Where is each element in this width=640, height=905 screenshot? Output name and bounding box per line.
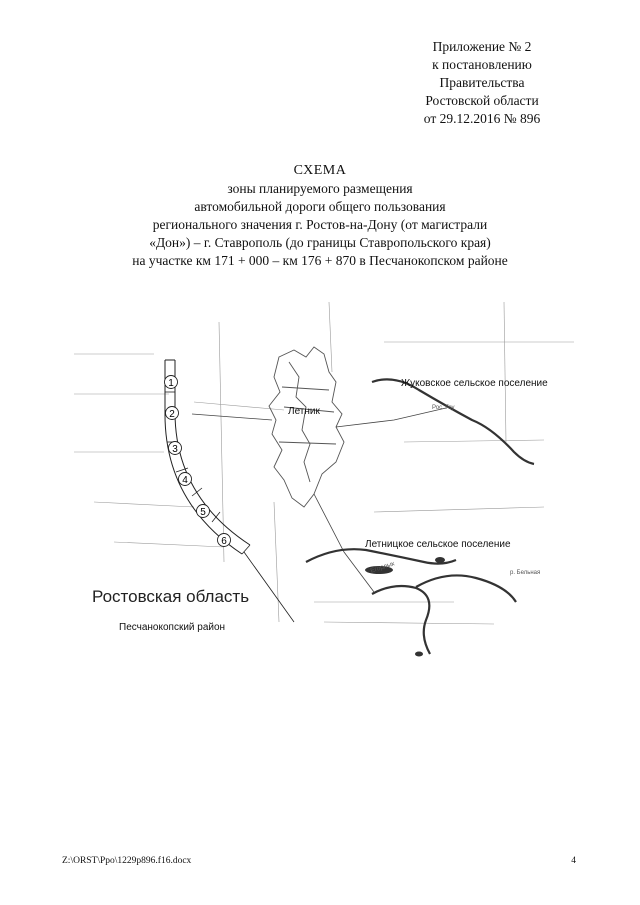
map-label-river-top: Рос. Гоу (432, 405, 455, 411)
section-marker-6-label: 6 (221, 536, 227, 547)
letnik-village (269, 347, 344, 507)
map-label-river-right: р. Бельная (510, 570, 541, 576)
map-label-letnitskoe: Летницкое сельское поселение (365, 539, 511, 550)
rivers (306, 379, 534, 654)
section-marker-1 (165, 376, 178, 390)
annex-date: от 29.12.2016 № 896 (423, 111, 541, 126)
title-line-1: зоны планируемого размещения (227, 181, 413, 196)
footer-file-path: Z:\ORST\Ppo\1229p896.f16.docx (62, 856, 192, 866)
annex-government: Правительства (439, 75, 525, 90)
section-marker-2 (166, 407, 179, 421)
title-line-2: автомобильной дороги общего пользования (194, 199, 446, 214)
title-line-4: «Дон») – г. Ставрополь (до границы Ставропольского края) (149, 235, 491, 250)
document-title (60, 162, 580, 270)
field-boundaries (74, 302, 574, 624)
section-marker-3-label: 3 (172, 444, 178, 455)
section-marker-3 (169, 442, 182, 456)
annex-region: Ростовской области (425, 93, 539, 108)
section-marker-4-label: 4 (182, 475, 188, 486)
section-marker-5 (197, 505, 210, 519)
section-marker-6 (218, 534, 231, 548)
map-label-region: Ростовская область (92, 587, 250, 606)
scheme-map (74, 302, 574, 682)
map-label-river-egorlyk: Егорлык (369, 560, 396, 575)
section-marker-4 (179, 473, 192, 487)
roads (192, 408, 446, 592)
section-marker-5-label: 5 (200, 507, 206, 518)
map-label-district: Песчанокопский район (119, 622, 226, 633)
section-marker-2-label: 2 (169, 409, 175, 420)
title-line-3: регионального значения г. Ростов-на-Дону (от магистрали (152, 217, 488, 232)
map-label-letnik: Летник (288, 406, 320, 417)
title-line-5: на участке км 171 + 000 – км 176 + 870 в Песчанокопском районе (132, 253, 508, 268)
section-marker-1-label: 1 (168, 378, 174, 389)
annex-number: Приложение № 2 (432, 39, 532, 54)
annex-ref: к постановлению (432, 57, 532, 72)
annex-header (382, 38, 582, 128)
title-caption: СХЕМА (293, 163, 347, 178)
map-label-zhukovskoe: Жуковское сельское поселение (401, 378, 548, 389)
footer-page-number: 4 (571, 856, 576, 866)
